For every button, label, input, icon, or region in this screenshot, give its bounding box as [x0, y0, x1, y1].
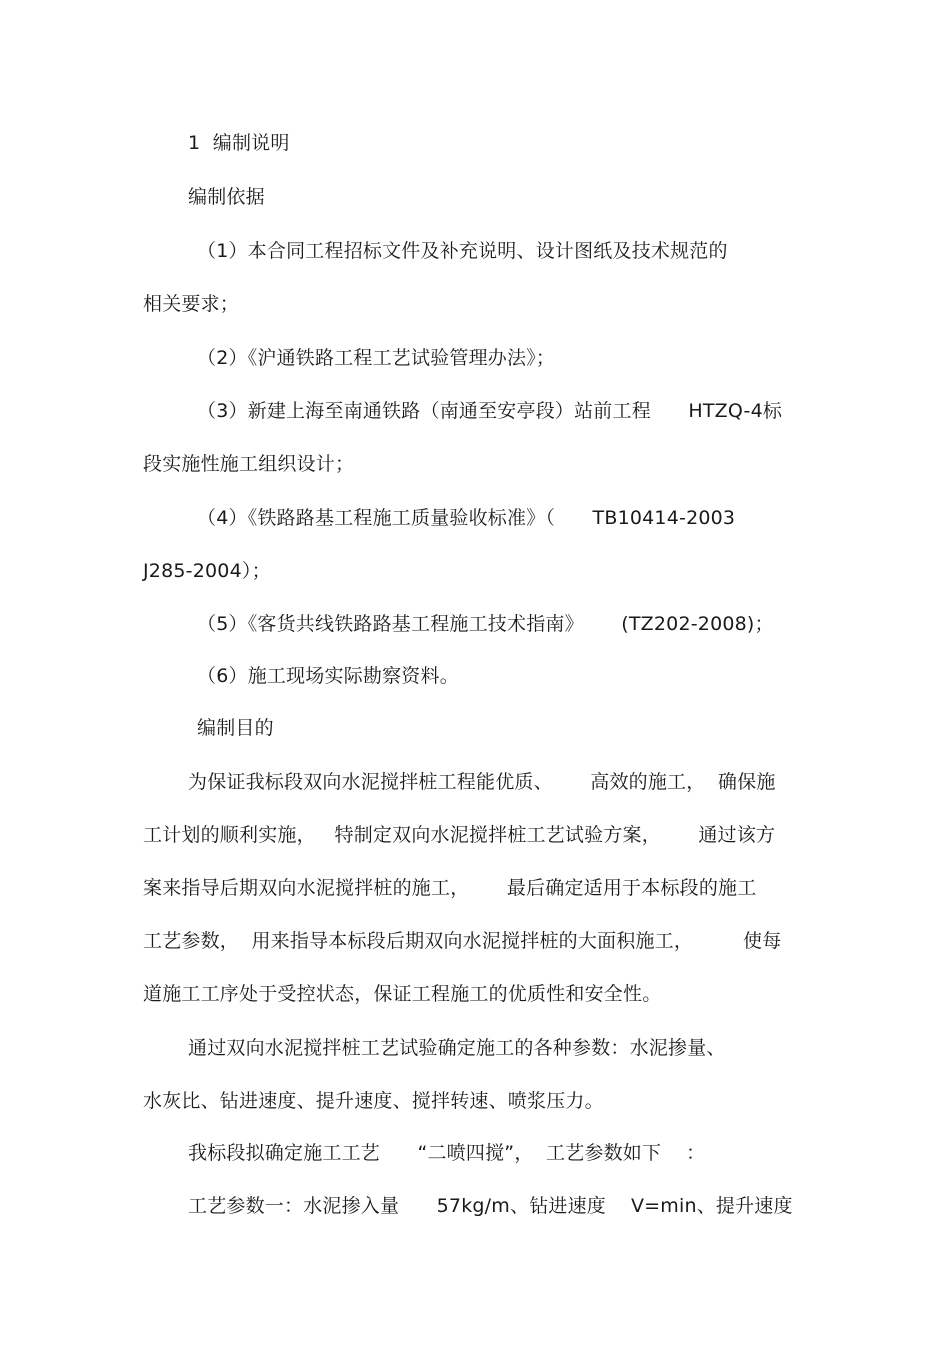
- paragraph-line: 工艺参数一：水泥掺入量 57kg/m、钻进速度 V=min、提升速度: [188, 1195, 793, 1217]
- paragraph-line: 道施工工序处于受控状态，保证工程施工的优质性和安全性。: [143, 983, 662, 1005]
- subsection-heading: 编制目的: [197, 717, 274, 739]
- paragraph-line: 工计划的顺利实施， 特制定双向水泥搅拌桩工艺试验方案， 通过该方: [143, 824, 776, 846]
- list-item-continuation: 段实施性施工组织设计；: [143, 453, 355, 475]
- list-item: （6）施工现场实际勘察资料。: [197, 665, 459, 687]
- section-heading: 1 编制说明: [188, 132, 290, 154]
- paragraph-line: 通过双向水泥搅拌桩工艺试验确定施工的各种参数：水泥掺量、: [188, 1037, 726, 1059]
- paragraph-line: 水灰比、钻进速度、提升速度、搅拌转速、喷浆压力。: [143, 1090, 604, 1112]
- list-item-continuation: J285-2004）；: [143, 560, 271, 582]
- paragraph-line: 为保证我标段双向水泥搅拌桩工程能优质、 高效的施工， 确保施: [188, 771, 776, 793]
- list-item: （3）新建上海至南通铁路（南通至安亭段）站前工程 HTZQ-4标: [197, 400, 783, 422]
- paragraph-line: 案来指导后期双向水泥搅拌桩的施工， 最后确定适用于本标段的施工: [143, 877, 757, 899]
- list-item: （4）《铁路路基工程施工质量验收标准》（ TB10414-2003: [197, 507, 736, 529]
- list-item: （2）《沪通铁路工程工艺试验管理办法》；: [197, 347, 556, 369]
- paragraph-line: 工艺参数， 用来指导本标段后期双向水泥搅拌桩的大面积施工， 使每: [143, 930, 782, 952]
- list-item: （5）《客货共线铁路路基工程施工技术指南》 (TZ202-2008)；: [197, 613, 774, 635]
- list-item: （1）本合同工程招标文件及补充说明、设计图纸及技术规范的: [197, 240, 728, 262]
- list-item-continuation: 相关要求；: [143, 293, 240, 315]
- paragraph-line: 我标段拟确定施工工艺 “二喷四搅”， 工艺参数如下 ：: [188, 1142, 706, 1164]
- subsection-heading: 编制依据: [188, 186, 265, 208]
